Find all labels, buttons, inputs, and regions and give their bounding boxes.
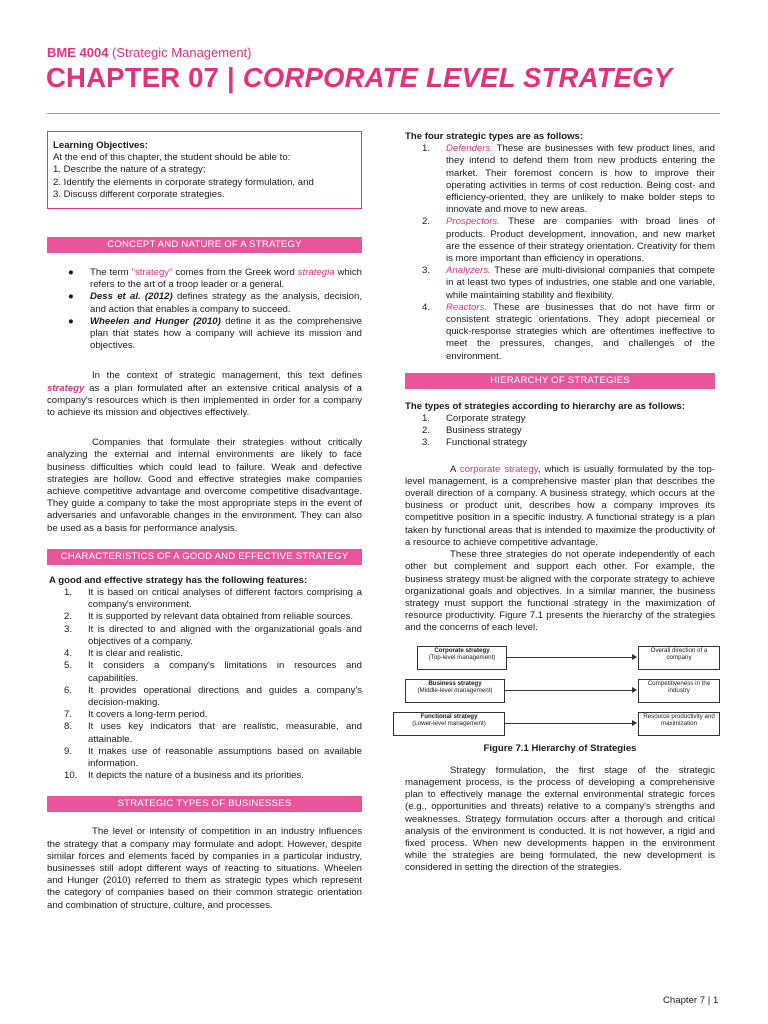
- arrow-icon: [504, 690, 636, 691]
- list-number: 2.: [64, 611, 73, 623]
- list-number: 4.: [64, 648, 73, 660]
- greek-term: strategia: [297, 267, 335, 279]
- objective-item: 1. Describe the nature of a strategy;: [53, 164, 206, 176]
- bullet-icon: ●: [68, 267, 74, 279]
- list-number: 5.: [64, 660, 73, 672]
- arrow-icon: [504, 723, 636, 724]
- left-column: [47, 131, 362, 912]
- figure-box-overall-direction: Overall direction of a company: [638, 646, 720, 670]
- characteristics-list: [47, 587, 362, 782]
- list-number: 2.: [422, 216, 431, 228]
- list-number: 7.: [64, 709, 73, 721]
- section-band-characteristics: CHARACTERISTICS OF A GOOD AND EFFECTIVE STRATEGY: [47, 549, 362, 565]
- page-footer: Chapter 7 | 1: [663, 995, 719, 1006]
- figure-box-corporate: Corporate strategy (Top-level management): [417, 646, 507, 670]
- list-item: 6. It provides operational directions and guides a company's decision-making.: [64, 684, 362, 708]
- list-item: 10. It depicts the nature of a business and its priorities.: [64, 770, 304, 782]
- list-item: 9. It makes use of reasonable assumptions based on available information.: [64, 745, 362, 769]
- section-band-hierarchy: HIERARCHY OF STRATEGIES: [405, 373, 715, 389]
- paragraph: In the context of strategic management, this text defines strategy as a plan formulated after an extensive critical analysis of a company's resources which is then implemented in order for a company to achieve its mission and objectives effectively.: [47, 370, 362, 419]
- bullet-icon: ●: [68, 291, 74, 303]
- page-title: [46, 62, 672, 94]
- figure-box-resource-productivity: Resource productivity and maximization: [638, 712, 720, 736]
- section-band-concept: CONCEPT AND NATURE OF A STRATEGY: [47, 237, 362, 253]
- list-lead: The four strategic types are as follows:: [405, 131, 584, 142]
- list-item: 8. It uses key indicators that are realistic, measurable, and attainable.: [64, 721, 362, 745]
- list-number: 8.: [64, 721, 73, 733]
- list-number: 6.: [64, 684, 73, 696]
- paragraph: Strategy formulation, the first stage of the strategic management process, is the process of developing a comprehensive plan to effectively manage the external environmental strategic forces (e.g., opportunities and threats) relative to a company's strengths and weaknesses. Strategy formulation occurs after a thorough and critical analysis of the environment is conducted. It is not however, a rigid and fixed process. When new developments happen in the environment while the strategies are being formulated, the new development is considered in setting the direction of the strategies.: [405, 764, 715, 874]
- type-name: Defenders.: [446, 143, 493, 155]
- objectives-heading: Learning Objectives:: [53, 140, 148, 151]
- bullet-icon: ●: [68, 315, 74, 327]
- list-number: 3.: [422, 437, 431, 449]
- hierarchy-figure: [405, 641, 715, 741]
- list-item: 3. Functional strategy: [422, 437, 528, 449]
- list-item: 2. It is supported by relevant data obtained from reliable sources.: [64, 611, 354, 623]
- figure-box-functional: Functional strategy (Lower-level management): [393, 712, 505, 736]
- list-item: ● Dess et al. (2012) defines strategy as the analysis, decision, and action that enables a company to succeed.: [68, 291, 362, 315]
- section-band-strategic-types: STRATEGIC TYPES OF BUSINESSES: [47, 796, 362, 812]
- paragraph: The level or intensity of competition in an industry influences the strategy that a company may formulate and adopt. However, despite similar forces and elements faced by companies in a particular industry, businesses still adopt different ways of reacting to situations. Wheelen and Hunger (2010) referred to them as strategic types which represent the category of companies based on their common strategic orientation and combination of structure, culture, and processes.: [47, 826, 362, 911]
- list-number: 3.: [64, 623, 73, 635]
- definition-list: [47, 267, 362, 352]
- list-item: 1. It is based on critical analyses of different factors comprising a company's environment.: [64, 587, 362, 611]
- list-item: 4. Reactors. These are businesses that do not have firm or consistent strategic orientations. They adopt piecemeal or quick-response strategies which are oftentimes ineffective to meet the pressures, changes, and challenges of the environment.: [422, 301, 715, 362]
- course-code: BME 4004: [47, 45, 109, 60]
- list-item: 2. Business strategy: [422, 425, 522, 437]
- list-item: 7. It covers a long-term period.: [64, 709, 208, 721]
- list-item: 3. Analyzers. These are multi-divisional companies that compete in at least two types of industries, one stable and one variable, while maintaining stability and flexibility.: [422, 265, 715, 301]
- list-number: 1.: [64, 587, 73, 599]
- paragraph: These three strategies do not operate independently of each other but complement and support each other. For example, the business strategy must be aligned with the corporate strategy to achieve organizational goals and objectives. In a similar manner, the business strategy must support the functional strategy in the maximization of resource productivity. Figure 7.1 presents the hierarchy of the strategies and the concerns of each level.: [405, 549, 715, 634]
- chapter-number: CHAPTER 07 |: [46, 62, 243, 93]
- type-name: Prospectors.: [446, 216, 500, 228]
- paragraph: Companies that formulate their strategies without critically analyzing the external and internal environments are likely to face business difficulties which could lead to failure. Weak and defective strategies are hollow. Good and effective strategies make companies achieve competitive advantage and overcome competitive disadvantage. They guide a company to take the most appropriate steps in the event of adversaries and unfavorable changes in the environment. They can also be used as a basis for performance analysis.: [47, 437, 362, 534]
- figure-caption: Figure 7.1 Hierarchy of Strategies: [483, 742, 637, 754]
- list-item: 5. It considers a company's limitations in resources and capabilities.: [64, 660, 362, 684]
- list-item: 2. Prospectors. These are companies with broad lines of products. Product development, innovation, and new market are the essence of their strategy orientation. Creativity for them is more important than efficiency in operations.: [422, 216, 715, 265]
- objectives-intro: At the end of this chapter, the student should be able to:: [53, 152, 291, 164]
- list-number: 3.: [422, 265, 431, 277]
- list-item: ● Wheelen and Hunger (2010) define it as the comprehensive plan that states how a company will achieve its mission and objectives.: [68, 315, 363, 352]
- term-highlight: corporate strategy: [459, 463, 538, 475]
- list-item: 4. It is clear and realistic.: [64, 648, 183, 660]
- course-name: (Strategic Management): [112, 45, 252, 60]
- header-divider: [47, 113, 720, 114]
- arrow-icon: [506, 657, 636, 658]
- list-lead: The types of strategies according to hierarchy are as follows:: [405, 400, 685, 412]
- objective-item: 2. Identify the elements in corporate strategy formulation, and: [53, 176, 314, 188]
- list-item: 1. Defenders. These are businesses with few product lines, and they intend to defend them from new products entering the market. Their foremost concern is how to improve their operating activities in terms of cost reduction. Being cost- and efficiency-oriented, they are unlikely to make bolder steps to innovate and move to new areas.: [422, 143, 715, 216]
- objective-item: 3. Discuss different corporate strategies.: [53, 188, 225, 200]
- paragraph: A corporate strategy, which is usually formulated by the top-level management, is a comprehensive master plan that describes the overall direction of a company. A business strategy, which occurs at the business or product unit, describes how a company improves its competitive position in a specific industry. A functional strategy is a plan taken by functional areas that is intended to maximize the productivity of a resource to achieve competitive advantage.: [405, 463, 715, 548]
- figure-box-competitiveness: Competitiveness in the industry: [638, 679, 720, 703]
- chapter-title: CORPORATE LEVEL STRATEGY: [242, 62, 673, 93]
- list-number: 10.: [64, 770, 78, 782]
- list-number: 1.: [422, 143, 431, 155]
- list-item: 3. It is directed to and aligned with the organizational goals and objectives of a company.: [64, 623, 362, 647]
- list-number: 9.: [64, 745, 73, 757]
- list-item: ● The term "strategy" comes from the Greek word strategia which refers to the art of a troop leader or a general.: [68, 267, 362, 291]
- figure-box-business: Business strategy (Middle-level management): [405, 679, 505, 703]
- learning-objectives-box: [47, 131, 362, 209]
- type-name: Analyzers.: [446, 265, 491, 277]
- hierarchy-list: [405, 413, 715, 450]
- right-column: [405, 131, 715, 875]
- list-number: 4.: [422, 301, 431, 313]
- list-item: 1. Corporate strategy: [422, 413, 526, 425]
- term-highlight: "strategy": [131, 267, 173, 279]
- strategic-types-list: [405, 143, 715, 363]
- course-label: [47, 45, 252, 60]
- type-name: Reactors.: [446, 301, 488, 313]
- list-number: 1.: [422, 413, 431, 425]
- list-lead: A good and effective strategy has the following features:: [49, 574, 308, 586]
- list-number: 2.: [422, 425, 431, 437]
